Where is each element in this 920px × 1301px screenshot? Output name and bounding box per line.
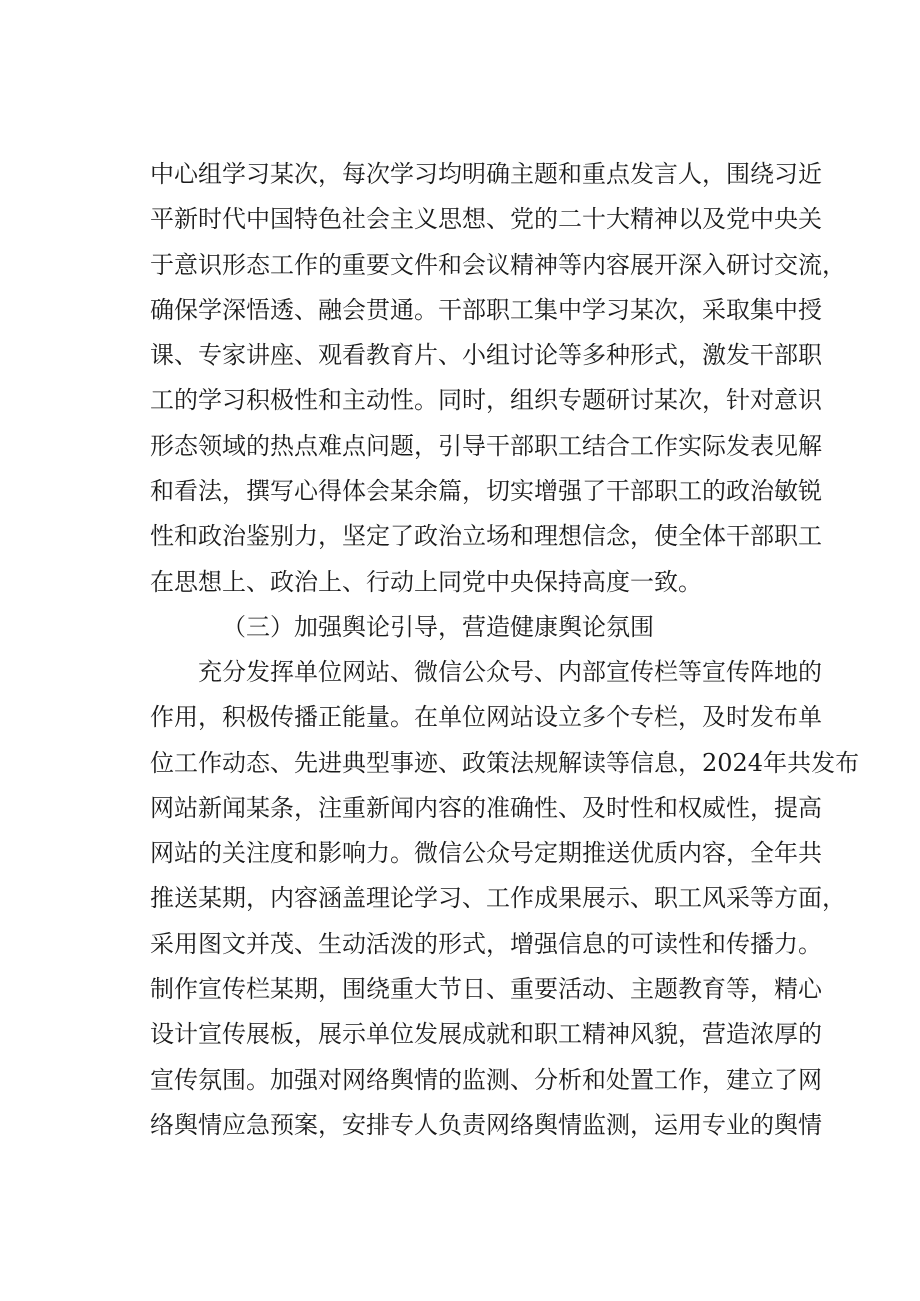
- text-line: 于意识形态工作的重要文件和会议精神等内容展开深入研讨交流，: [150, 250, 846, 279]
- section-heading: （三）加强舆论引导，营造健康舆论氛围: [222, 613, 654, 641]
- text-line: 确保学深悟透、融会贯通。干部职工集中学习某次，采取集中授: [150, 295, 822, 324]
- text-line: 网站的关注度和影响力。微信公众号定期推送优质内容，全年共: [150, 839, 822, 868]
- text-line: 性和政治鉴别力，坚定了政治立场和理想信念，使全体干部职工: [150, 522, 822, 551]
- text-line: 工的学习积极性和主动性。同时，组织专题研讨某次，针对意识: [150, 386, 822, 415]
- text-line: 推送某期，内容涵盖理论学习、工作成果展示、职工风采等方面，: [150, 884, 846, 913]
- section-heading-block: [150, 605, 810, 650]
- text-line: 采用图文并茂、生动活泼的形式，增强信息的可读性和传播力。: [150, 929, 822, 958]
- text-line: 中心组学习某次，每次学习均明确主题和重点发言人，围绕习近: [150, 160, 822, 188]
- text-line: 作用，积极传播正能量。在单位网站设立多个专栏，及时发布单: [150, 703, 822, 732]
- text-line: 络舆情应急预案，安排专人负责网络舆情监测，运用专业的舆情: [150, 1110, 822, 1139]
- paragraph-public-opinion: [150, 650, 860, 1148]
- text-line: 宣传氛围。加强对网络舆情的监测、分析和处置工作，建立了网: [150, 1065, 822, 1094]
- text-line: 形态领域的热点难点问题，引导干部职工结合工作实际发表见解: [150, 431, 822, 460]
- text-line: 课、专家讲座、观看教育片、小组讨论等多种形式，激发干部职: [150, 341, 822, 370]
- text-line: 充分发挥单位网站、微信公众号、内部宣传栏等宣传阵地的: [198, 658, 822, 686]
- text-line: 制作宣传栏某期，围绕重大节日、重要活动、主题教育等，精心: [150, 975, 822, 1004]
- text-line: 平新时代中国特色社会主义思想、党的二十大精神以及党中央关: [150, 205, 822, 234]
- text-line: 设计宣传展板，展示单位发展成就和职工精神风貌，营造浓厚的: [150, 1020, 822, 1049]
- text-line: 网站新闻某条，注重新闻内容的准确性、及时性和权威性，提高: [150, 793, 822, 822]
- paragraph-study-activities: [150, 152, 846, 605]
- text-line: 位工作动态、先进典型事迹、政策法规解读等信息，2024年共发布: [150, 748, 860, 777]
- text-line: 和看法，撰写心得体会某余篇，切实增强了干部职工的政治敏锐: [150, 477, 822, 506]
- text-line: 在思想上、政治上、行动上同党中央保持高度一致。: [150, 567, 702, 596]
